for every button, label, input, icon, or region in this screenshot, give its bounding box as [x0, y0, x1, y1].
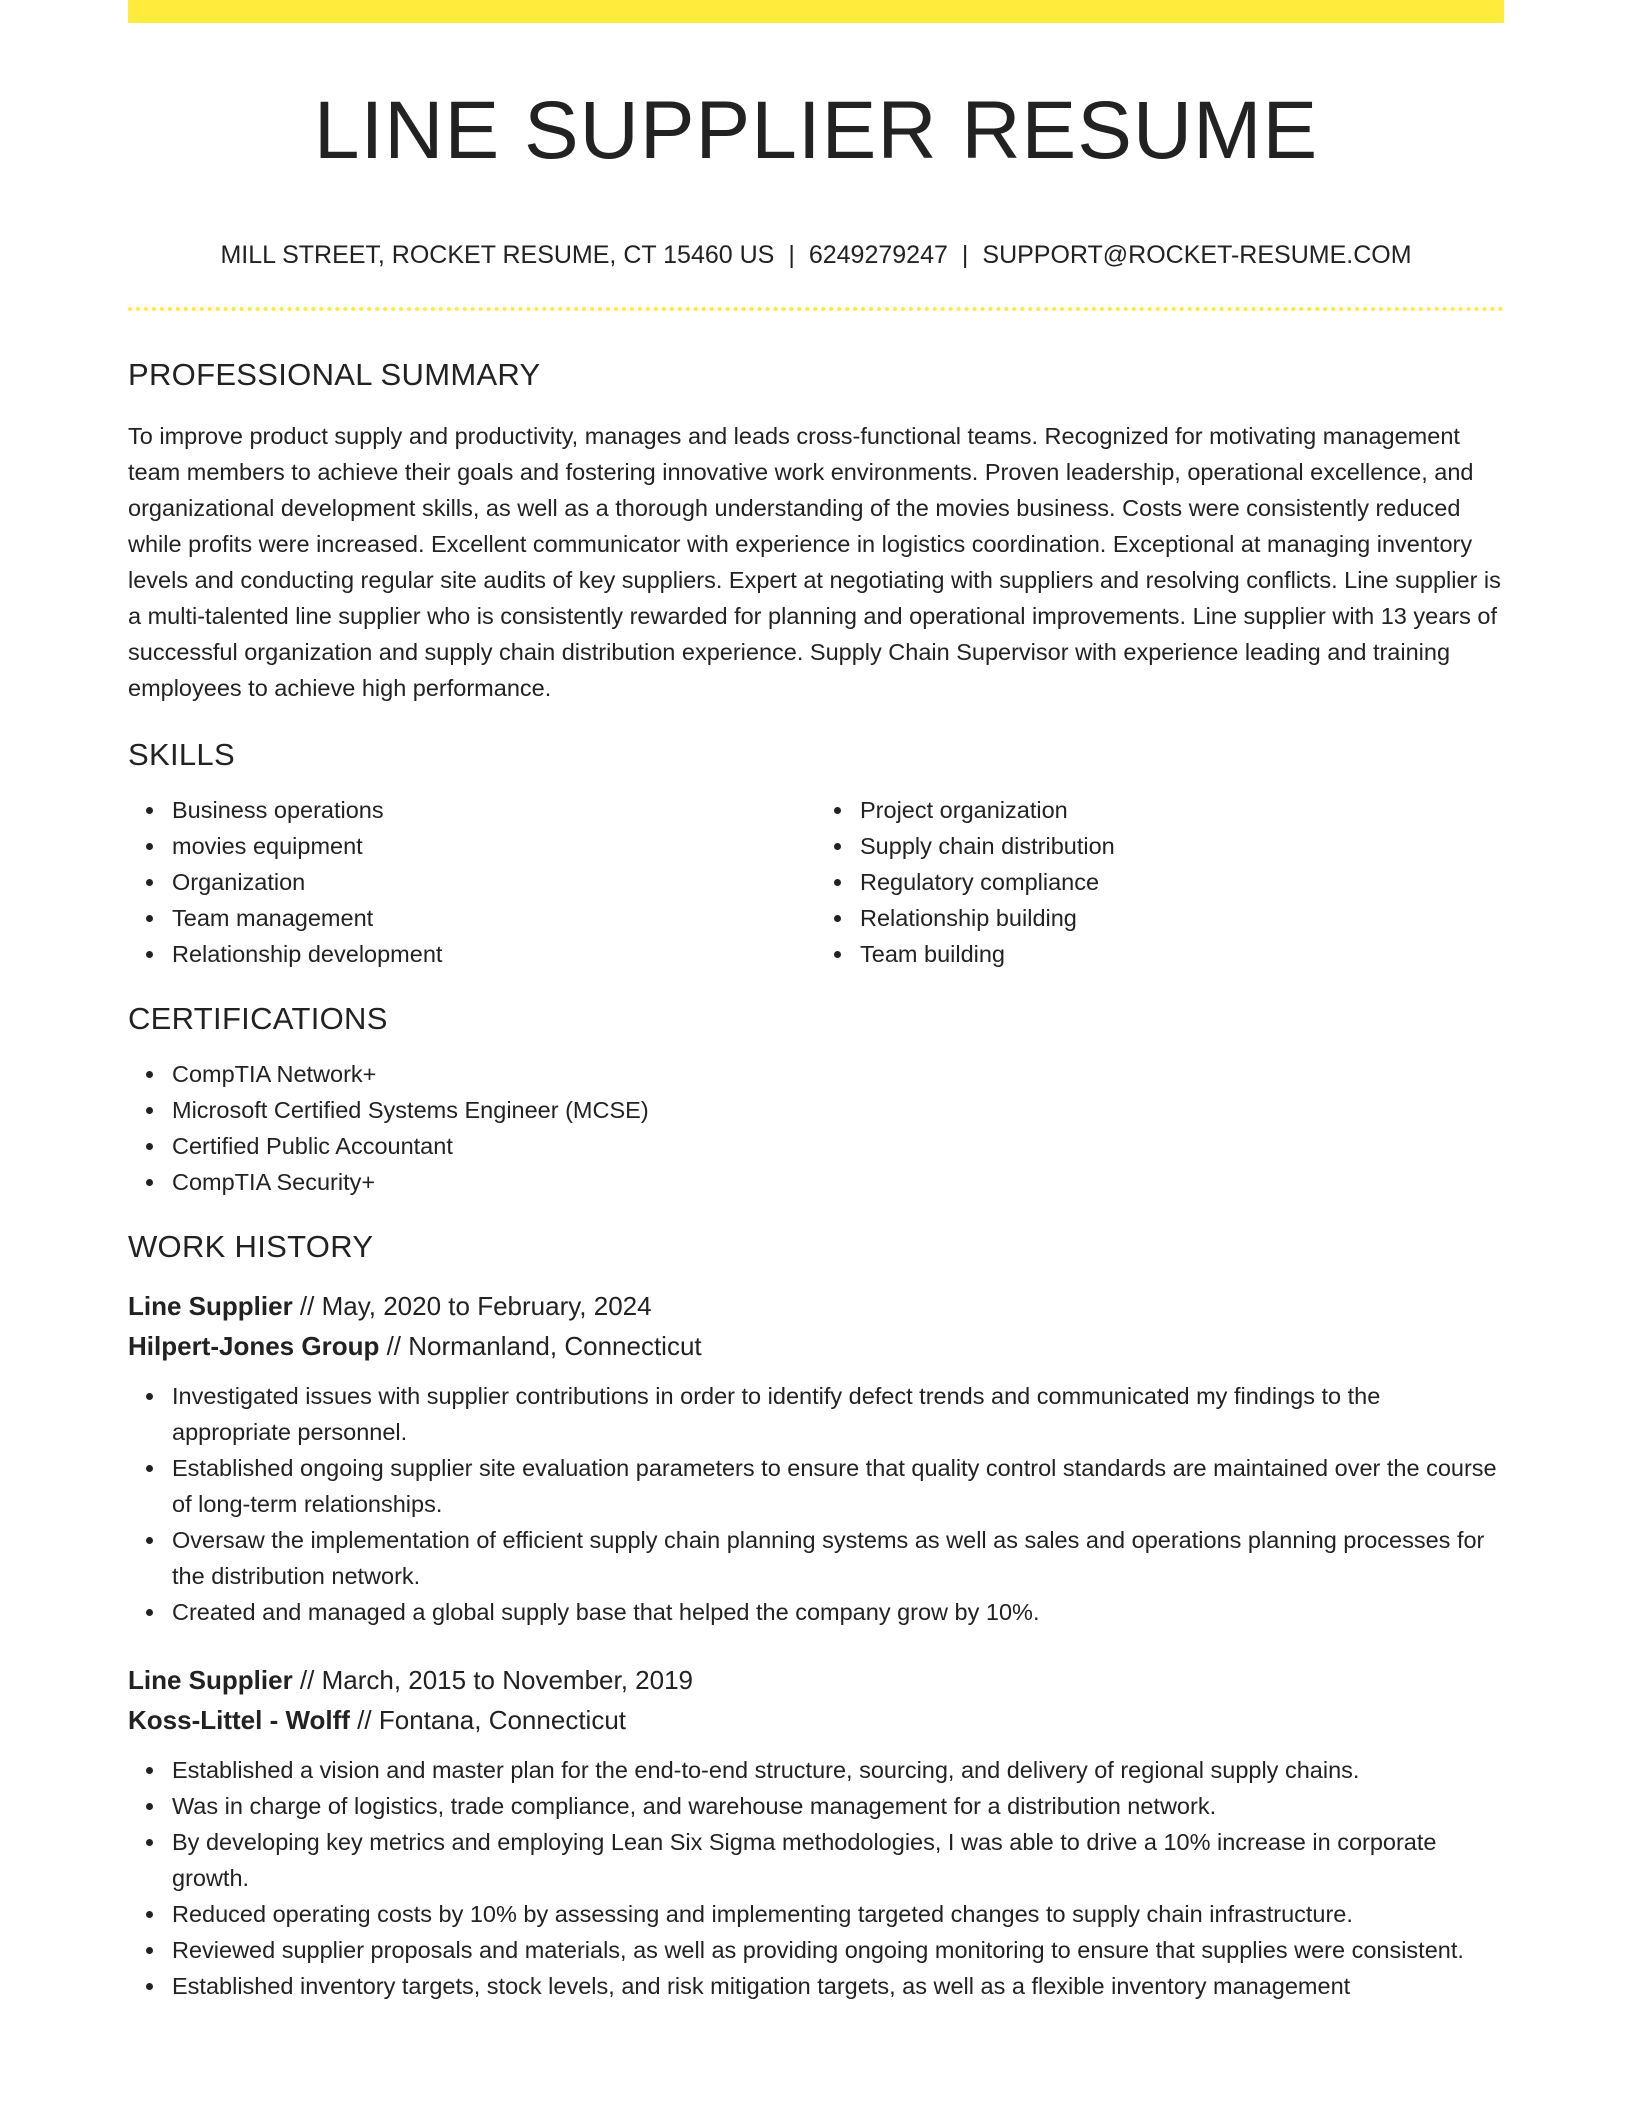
job-bullet: By developing key metrics and employing Lean Six Sigma methodologies, I was able to drive a 10% increase in corporate growth. — [172, 1824, 1504, 1896]
job-bullet: Established a vision and master plan for the end-to-end structure, sourcing, and delivery of regional supply chains. — [172, 1752, 1504, 1788]
skills-heading: SKILLS — [128, 737, 235, 772]
contact-separator: | — [961, 241, 969, 269]
skill-item: movies equipment — [172, 828, 816, 864]
job-bullet: Oversaw the implementation of efficient supply chain planning systems as well as sales and operations planning processes for the distribution network. — [172, 1522, 1504, 1594]
summary-section — [128, 350, 1504, 706]
contact-address: MILL STREET, ROCKET RESUME, CT 15460 US — [220, 241, 775, 269]
certification-item: Certified Public Accountant — [172, 1128, 1504, 1164]
header-divider — [128, 307, 1504, 311]
job-title-line — [128, 1660, 1504, 1700]
certification-item: CompTIA Network+ — [172, 1056, 1504, 1092]
resume-body — [128, 350, 1504, 2004]
certifications-section — [128, 994, 1504, 1200]
job-entry — [128, 1660, 1504, 2004]
skill-item: Regulatory compliance — [860, 864, 1504, 900]
certification-item: CompTIA Security+ — [172, 1164, 1504, 1200]
skill-item: Organization — [172, 864, 816, 900]
job-location: // Fontana, Connecticut — [349, 1705, 626, 1735]
job-entry — [128, 1286, 1504, 1630]
job-title-line — [128, 1286, 1504, 1326]
job-bullet: Established inventory targets, stock levels, and risk mitigation targets, as well as a flexible inventory management — [172, 1968, 1504, 2004]
job-title: Line Supplier — [128, 1291, 293, 1321]
resume-header — [128, 76, 1504, 269]
job-bullet: Reviewed supplier proposals and materials, as well as providing ongoing monitoring to ensure that supplies were consistent. — [172, 1932, 1504, 1968]
contact-phone: 6249279247 — [808, 241, 948, 269]
skill-item: Team management — [172, 900, 816, 936]
certification-item: Microsoft Certified Systems Engineer (MCSE) — [172, 1092, 1504, 1128]
contact-separator: | — [788, 241, 795, 269]
skills-columns — [128, 792, 1504, 972]
job-bullet: Established ongoing supplier site evaluation parameters to ensure that quality control standards are maintained over the course of long-term relationships. — [172, 1450, 1504, 1522]
skill-item: Relationship development — [172, 936, 816, 972]
job-bullets — [128, 1378, 1504, 1630]
job-bullet: Created and managed a global supply base that helped the company grow by 10%. — [172, 1594, 1504, 1630]
work-history-section — [128, 1222, 1504, 2004]
top-accent-bar — [128, 0, 1504, 23]
job-dates: // March, 2015 to November, 2019 — [292, 1665, 694, 1695]
summary-text: To improve product supply and productivity, manages and leads cross-functional teams. Recognized for motivating management team members to achieve their goals and fostering innovative work environments. Proven leadership, operational excellence, and organizational development skills, as well as a thorough understanding of the movies business. Costs were consistently reduced while profits were increased. Excellent communicator with experience in logistics coordination. Exceptional at managing inventory levels and conducting regular site audits of key suppliers. Expert at negotiating with suppliers and resolving conflicts. Line supplier is a multi-talented line supplier who is consistently rewarded for planning and operational improvements. Line supplier with 13 years of successful organization and supply chain distribution experience. Supply Chain Supervisor with experience leading and training employees to achieve high performance. — [128, 423, 1501, 701]
skill-item: Business operations — [172, 792, 816, 828]
skill-item: Relationship building — [860, 900, 1504, 936]
contact-email: SUPPORT@ROCKET-RESUME.COM — [982, 241, 1412, 269]
summary-heading: PROFESSIONAL SUMMARY — [128, 357, 541, 392]
work-history-heading: WORK HISTORY — [128, 1229, 374, 1264]
job-bullet: Reduced operating costs by 10% by assessing and implementing targeted changes to supply chain infrastructure. — [172, 1896, 1504, 1932]
certifications-list — [128, 1056, 1504, 1200]
resume-title: LINE SUPPLIER RESUME — [313, 85, 1319, 176]
skill-item: Team building — [860, 936, 1504, 972]
job-location: // Normanland, Connecticut — [379, 1331, 702, 1361]
job-title: Line Supplier — [128, 1665, 293, 1695]
job-bullet: Was in charge of logistics, trade compliance, and warehouse management for a distribution network. — [172, 1788, 1504, 1824]
job-company: Koss-Littel - Wolff — [128, 1705, 350, 1735]
skills-section — [128, 730, 1504, 972]
skill-item: Project organization — [860, 792, 1504, 828]
contact-line — [128, 238, 1504, 272]
job-dates: // May, 2020 to February, 2024 — [292, 1291, 652, 1321]
certifications-heading: CERTIFICATIONS — [128, 1001, 388, 1036]
skill-item: Supply chain distribution — [860, 828, 1504, 864]
job-bullets — [128, 1752, 1504, 2004]
skills-right-list — [816, 792, 1504, 972]
job-company: Hilpert-Jones Group — [128, 1331, 380, 1361]
job-company-line — [128, 1700, 1504, 1740]
job-company-line — [128, 1326, 1504, 1366]
job-bullet: Investigated issues with supplier contributions in order to identify defect trends and communicated my findings to the appropriate personnel. — [172, 1378, 1504, 1450]
skills-left-list — [128, 792, 816, 972]
